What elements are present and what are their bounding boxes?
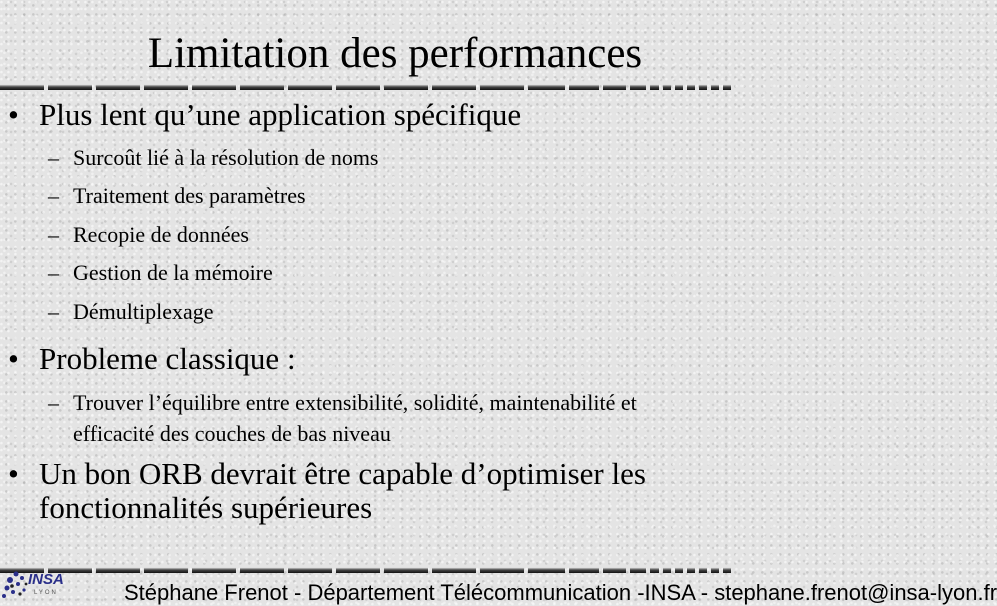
sub-dash: – (48, 260, 59, 285)
sub-text: Trouver l’équilibre entre extensibilité, solidité, maintenabilité et (73, 390, 637, 415)
rule-dash (723, 567, 731, 573)
rule-dash (480, 567, 524, 573)
rule-dash (528, 84, 565, 90)
rule-dash (384, 567, 428, 573)
sub-text: Recopie de données (73, 222, 249, 247)
rule-dash (675, 567, 683, 573)
slide-title: Limitation des performances (147, 30, 643, 77)
rule-dash (650, 567, 659, 573)
bullet-dot: • (8, 456, 19, 491)
bottom-dashed-rule (0, 567, 735, 574)
rule-dash (96, 567, 140, 573)
bullet-text: Probleme classique : (39, 341, 296, 376)
rule-dash (528, 567, 565, 573)
rule-dash (144, 567, 188, 573)
rule-dash (192, 567, 236, 573)
sub-dash: – (48, 299, 59, 324)
sub-dash: – (48, 183, 59, 208)
sub-text: Démultiplexage (73, 299, 214, 324)
rule-dash (650, 84, 659, 90)
rule-dash (675, 84, 683, 90)
rule-dash (144, 84, 188, 90)
rule-dash (48, 84, 92, 90)
footer-text: Stéphane Frenot - Département Télécommunication -INSA - stephane.frenot@insa-lyon.fr (124, 580, 997, 605)
sub-text: Gestion de la mémoire (73, 260, 273, 285)
sub-text: Surcoût lié à la résolution de noms (73, 145, 379, 170)
rule-dash (240, 84, 284, 90)
rule-dash (240, 567, 284, 573)
logo-subtext: LYON (34, 590, 58, 596)
rule-dash (663, 567, 671, 573)
rule-dash (630, 84, 646, 90)
rule-dash (630, 567, 646, 573)
rule-dash (699, 84, 707, 90)
rule-dash (96, 84, 140, 90)
bullet-dot: • (8, 97, 19, 132)
top-dashed-rule (0, 84, 735, 91)
rule-dash (711, 567, 719, 573)
sub-text: efficacité des couches de bas niveau (73, 421, 391, 446)
rule-dash (480, 84, 524, 90)
rule-dash (336, 567, 380, 573)
rule-dash (603, 567, 626, 573)
sub-dash: – (48, 222, 59, 247)
rule-dash (192, 84, 236, 90)
logo-text: INSA (28, 571, 64, 588)
bullet-text: Plus lent qu’une application spécifique (39, 97, 522, 132)
rule-dash (723, 84, 731, 90)
bullet-text: Un bon ORB devrait être capable d’optimiser les (39, 456, 646, 491)
bullet-text: fonctionnalités supérieures (39, 490, 373, 525)
rule-dash (663, 84, 671, 90)
insa-logo (0, 556, 80, 600)
rule-dash (384, 84, 428, 90)
sub-dash: – (48, 390, 59, 415)
sub-dash: – (48, 145, 59, 170)
rule-dash (0, 84, 44, 90)
rule-dash (336, 84, 380, 90)
rule-dash (569, 84, 599, 90)
rule-dash (288, 567, 332, 573)
rule-dash (603, 84, 626, 90)
footer (0, 575, 997, 605)
bullet-dot: • (8, 341, 19, 376)
rule-dash (432, 84, 476, 90)
rule-dash (711, 84, 719, 90)
rule-dash (288, 84, 332, 90)
rule-dash (569, 567, 599, 573)
rule-dash (687, 84, 695, 90)
rule-dash (699, 567, 707, 573)
rule-dash (687, 567, 695, 573)
sub-text: Traitement des paramètres (73, 183, 306, 208)
rule-dash (432, 567, 476, 573)
